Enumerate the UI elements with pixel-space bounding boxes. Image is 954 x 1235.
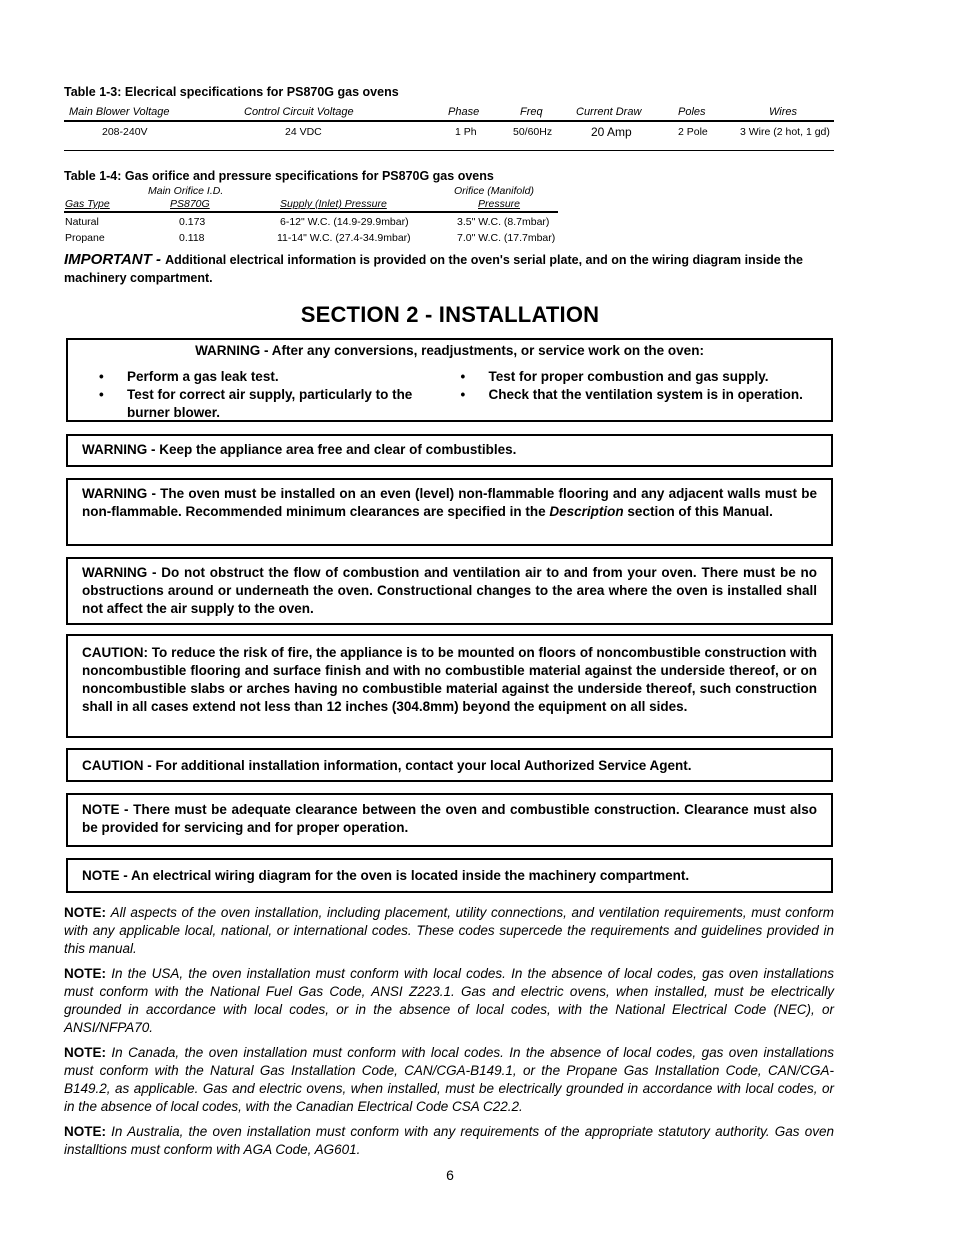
list-item: • Test for proper combustion and gas supply. — [444, 368, 818, 386]
header-gas-type: Gas Type — [65, 198, 110, 210]
caption-model: PS870G — [381, 169, 430, 183]
cell-supply-pressure: 11-14" W.C. (27.4-34.9mbar) — [277, 232, 411, 244]
note-label: NOTE: — [64, 905, 111, 920]
cell-supply-pressure: 6-12" W.C. (14.9-29.9mbar) — [280, 216, 409, 228]
note-paragraph-canada — [64, 1044, 834, 1116]
note-paragraph-australia — [64, 1123, 834, 1159]
page-number: 6 — [446, 1167, 454, 1183]
note-text: NOTE - An electrical wiring diagram for the oven is located inside the machinery compartment. — [82, 868, 690, 883]
section-title: SECTION 2 - INSTALLATION — [300, 302, 600, 327]
caution-text: CAUTION: To reduce the risk of fire, the appliance is to be mounted on floors of noncombustible construction with noncombustible flooring and surface finish and with no combustible material against the underside thereof, or on noncombustible slabs or arches having no combustible material against the underside thereof, such construction shall in all cases extend not less than 12 inches (304.8mm) beyond the equipment on all sides. — [82, 645, 817, 714]
table-1-3-caption — [64, 85, 399, 99]
list-item: • Perform a gas leak test. — [82, 368, 456, 386]
list-item: • Check that the ventilation system is in operation. — [444, 386, 818, 404]
warning-text — [82, 485, 817, 521]
list-item: • Test for correct air supply, particularly to the burner blower. — [82, 386, 456, 422]
note-clearance-box — [66, 793, 833, 847]
cell-current-draw: 20 Amp — [591, 125, 632, 139]
header-wires: Wires — [769, 106, 798, 118]
important-note — [64, 251, 836, 287]
cell-freq: 50/60Hz — [513, 126, 553, 138]
warning-combustibles-box — [66, 434, 833, 467]
header-supply-pressure: Supply (Inlet) Pressure — [280, 198, 387, 210]
warning-list-right — [444, 368, 818, 422]
header-freq: Freq — [520, 106, 543, 118]
caption-text: Table 1-3: Elecrical specifications for — [64, 85, 287, 99]
table-row — [64, 229, 558, 245]
note-paragraph-codes — [64, 904, 834, 958]
header-current-draw: Current Draw — [576, 106, 642, 118]
gas-orifice-table — [64, 185, 558, 245]
caption-text: gas ovens — [334, 85, 399, 99]
warning-text: WARNING - Keep the appliance area free and clear of combustibles. — [82, 442, 517, 457]
cell-phase: 1 Ph — [455, 126, 477, 138]
header-main-orifice: Main Orifice I.D. — [148, 185, 224, 197]
warning-airflow-box — [66, 557, 833, 625]
header-pressure: Pressure — [478, 198, 521, 210]
cell-poles: 2 Pole — [678, 126, 708, 138]
cell-gas-type: Propane — [65, 232, 105, 244]
header-orifice-manifold: Orifice (Manifold) — [454, 185, 534, 197]
header-phase: Phase — [448, 106, 480, 118]
caption-text: gas ovens — [429, 169, 494, 183]
header-ps870g: PS870G — [170, 198, 210, 210]
electrical-spec-table — [64, 106, 834, 151]
header-poles: Poles — [678, 106, 706, 118]
caption-text: Table 1-4: Gas orifice and pressure specifications for — [64, 169, 382, 183]
warning-list-left — [82, 368, 456, 422]
warning-conversions-box — [66, 338, 833, 422]
note-label: NOTE: — [64, 1045, 112, 1060]
cell-main-blower-voltage: 208-240V — [102, 126, 148, 138]
cell-orifice: 0.173 — [179, 216, 206, 228]
warning-flooring-box — [66, 478, 833, 546]
note-body: In the USA, the oven installation must conform with local codes. In the absence of local codes, gas oven installations must conform with the National Fuel Gas Code, ANSI Z223.1. Gas and electric ovens, when installed, must be electrically grounded in accordance with local codes, or in the absence of local codes, with the National Electrical Code (NEC), or ANSI/NFPA70. — [64, 966, 835, 1035]
table-header-row — [64, 198, 558, 213]
table-1-4-caption — [64, 169, 494, 183]
caution-fire-box — [66, 634, 833, 738]
warning-text-part: WARNING - The oven must be installed on an even (level) non-flammable flooring and any adjacent walls must be non-flammable. Recommended minimum clearances are specified in the — [82, 486, 817, 519]
caution-agent-box — [66, 748, 833, 782]
caption-model: PS870G — [286, 85, 335, 99]
warning-text: WARNING - Do not obstruct the flow of combustion and ventilation air to and from your oven. There must be no obstructions around or underneath the oven. Constructional changes to the area where the oven is installed shall not affect the air supply to the oven. — [82, 565, 817, 616]
cell-control-circuit-voltage: 24 VDC — [285, 126, 322, 138]
warning-heading: WARNING - After any conversions, readjustments, or service work on the oven: — [195, 343, 704, 358]
cell-manifold-pressure: 7.0" W.C. (17.7mbar) — [457, 232, 556, 244]
note-wiring-box — [66, 858, 833, 893]
header-main-blower-voltage: Main Blower Voltage — [69, 106, 170, 118]
note-paragraph-usa — [64, 965, 834, 1037]
header-control-circuit-voltage: Control Circuit Voltage — [244, 106, 354, 118]
important-label: IMPORTANT - — [64, 251, 166, 268]
cell-gas-type: Natural — [65, 216, 99, 228]
table-row — [64, 122, 834, 151]
note-body: All aspects of the oven installation, including placement, utility connections, and ventilation requirements, must conform with any applicable local, national, or international codes. These codes supercede the requirements and guidelines provided in this manual. — [64, 905, 834, 956]
description-reference: Description — [549, 504, 624, 519]
caution-text: CAUTION - For additional installation information, contact your local Authorized Service Agent. — [82, 758, 692, 773]
note-label: NOTE: — [64, 1124, 112, 1139]
note-label: NOTE: — [64, 966, 112, 981]
important-text: Additional electrical information is provided on the oven's serial plate, and on the wiring diagram inside the machinery compartment. — [64, 253, 803, 285]
table-row — [64, 213, 558, 229]
table-header-row — [64, 106, 834, 122]
table-header-top-row — [64, 185, 558, 198]
cell-manifold-pressure: 3.5" W.C. (8.7mbar) — [457, 216, 550, 228]
note-body: In Australia, the oven installation must conform with any requirements of the appropriate statutory authority. Gas oven installtions must conform with AGA Code, AG601. — [64, 1124, 835, 1157]
warning-text-part: section of this Manual. — [623, 504, 773, 519]
cell-orifice: 0.118 — [179, 232, 205, 244]
cell-wires: 3 Wire (2 hot, 1 gd) — [740, 126, 830, 138]
note-body: In Canada, the oven installation must conform with local codes. In the absence of local codes, gas oven installations must conform with the Natural Gas Installation Code, CAN/CGA-B149.1, or the Propane Gas Installation Code, CAN/CGA-B149.2, as applicable. Gas and electric ovens, when installed, must be electrically grounded in accordance with local codes, or in the absence of local codes, with the Canadian Electrical Code CSA C22.2. — [64, 1045, 835, 1114]
note-text: NOTE - There must be adequate clearance between the oven and combustible construction. Clearance must also be provided for servicing and for proper operation. — [82, 802, 817, 835]
